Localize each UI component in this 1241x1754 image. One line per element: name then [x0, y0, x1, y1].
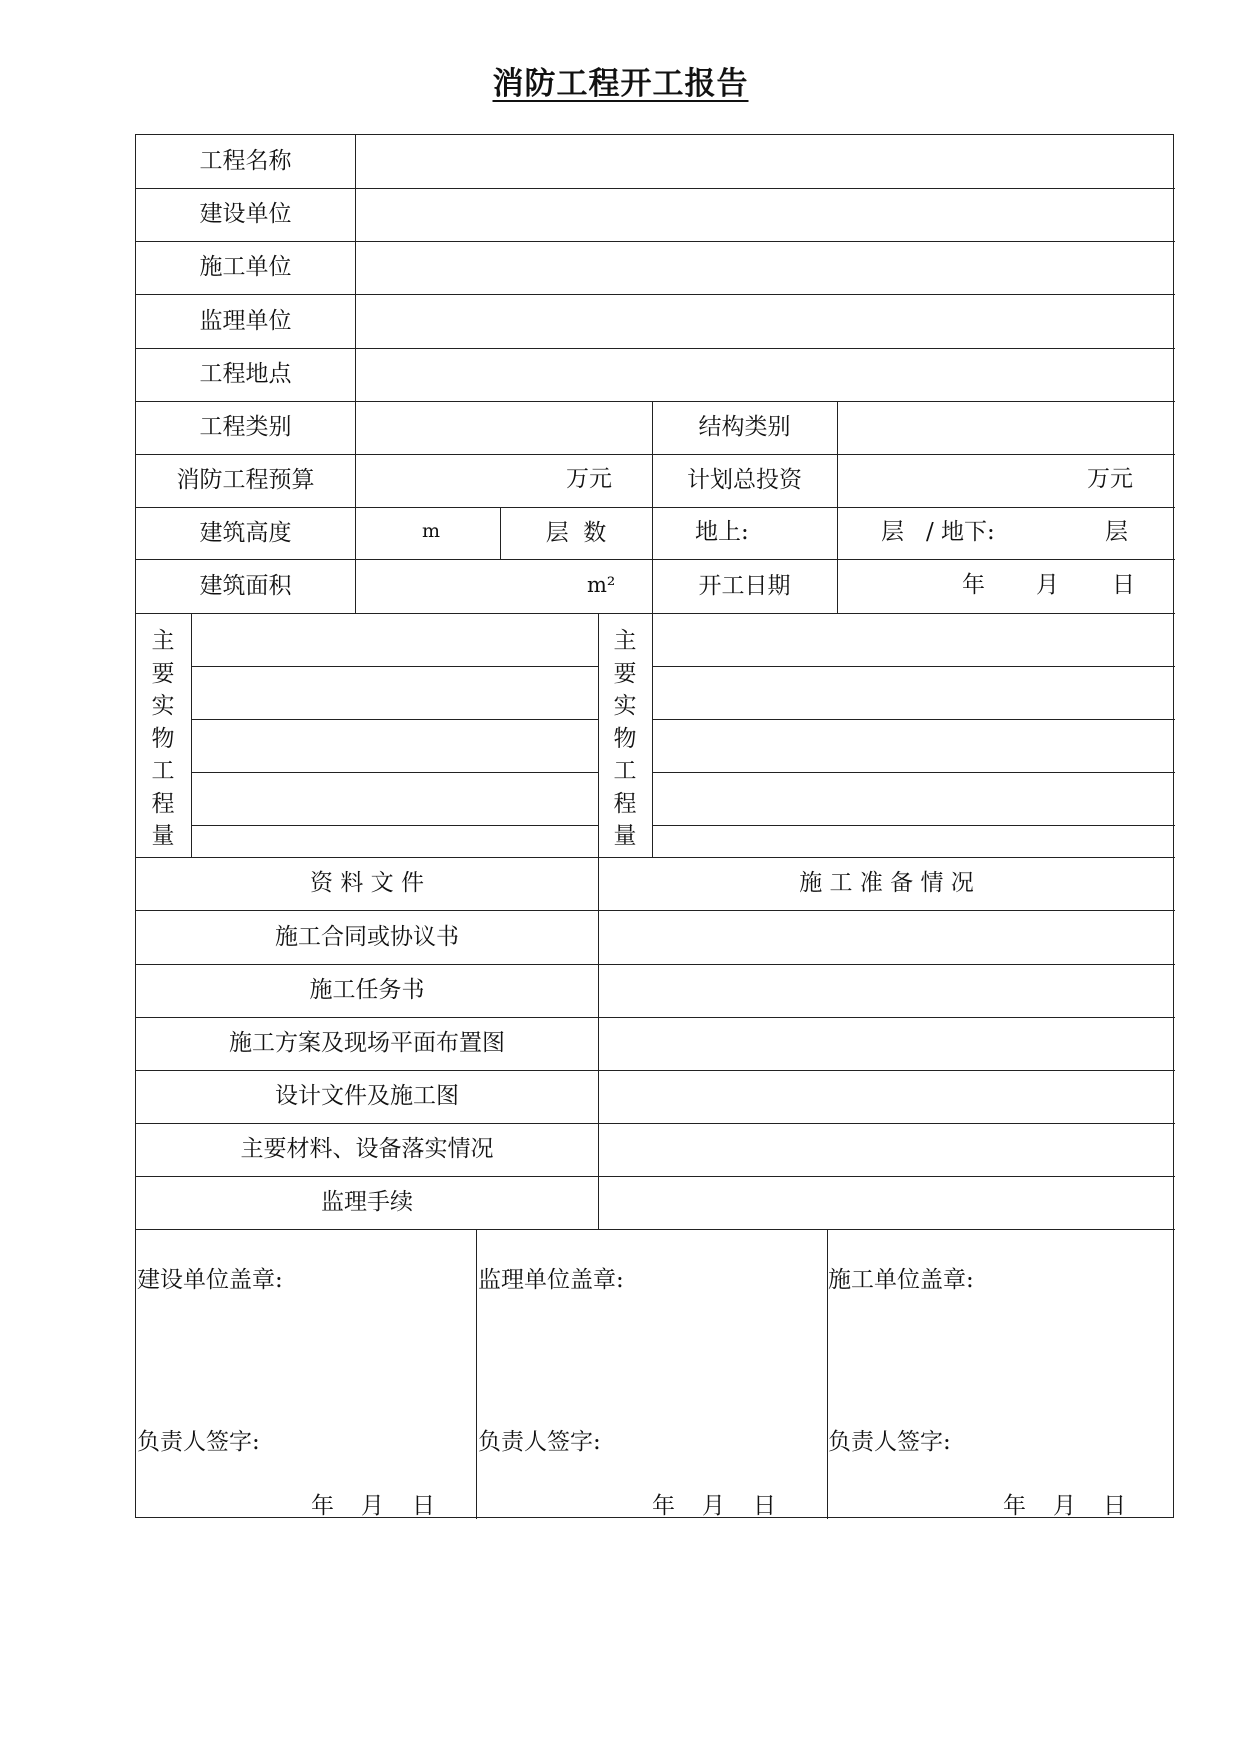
quantities-label-left: 主 要 实 物 工 程 量 — [151, 628, 175, 849]
docs-header: 资 料 文 件 — [310, 870, 424, 896]
start-month-label: 月 — [1036, 572, 1059, 598]
seal-label: 监理单位盖章: — [478, 1267, 624, 1293]
label-floors: 层 数 — [545, 519, 607, 546]
label-owner: 建设单位 — [199, 201, 292, 227]
sign-day-label: 日 — [412, 1493, 435, 1519]
sign-month-label: 月 — [1053, 1493, 1076, 1519]
input-supervisor[interactable] — [355, 294, 1175, 348]
input-project-type[interactable] — [355, 401, 652, 454]
input-structure-type[interactable] — [837, 401, 1175, 454]
signature-block-supervisor[interactable] — [476, 1229, 827, 1519]
sign-day-label: 日 — [1103, 1493, 1126, 1519]
label-project-type: 工程类别 — [199, 414, 292, 440]
signature-block-contractor[interactable] — [827, 1229, 1175, 1519]
doc-status-input[interactable] — [598, 1176, 1175, 1229]
label-structure-type: 结构类别 — [698, 414, 791, 440]
doc-status-input[interactable] — [598, 1123, 1175, 1176]
sign-year-label: 年 — [1003, 1493, 1026, 1519]
input-location[interactable] — [355, 348, 1175, 401]
label-supervisor: 监理单位 — [199, 307, 292, 334]
prep-header: 施 工 准 备 情 况 — [799, 870, 974, 896]
quantities-label-right: 主 要 实 物 工 程 量 — [613, 628, 637, 849]
start-day-label: 日 — [1112, 572, 1135, 598]
doc-status-input[interactable] — [598, 1070, 1175, 1123]
below-ground-label: / 地下: — [926, 519, 995, 545]
sign-year-label: 年 — [311, 1493, 334, 1519]
label-project-name: 工程名称 — [199, 148, 292, 174]
input-owner[interactable] — [355, 188, 1175, 241]
height-unit: m — [422, 520, 441, 542]
quantities-input-left[interactable] — [191, 613, 598, 857]
seal-label: 建设单位盖章: — [137, 1267, 283, 1293]
start-report-form — [135, 134, 1174, 1518]
doc-item: 施工任务书 — [309, 977, 425, 1003]
label-total-investment: 计划总投资 — [687, 467, 802, 493]
label-start-date: 开工日期 — [698, 572, 791, 599]
input-contractor[interactable] — [355, 241, 1175, 294]
doc-status-input[interactable] — [598, 964, 1175, 1017]
sign-year-label: 年 — [652, 1493, 675, 1519]
sign-month-label: 月 — [361, 1493, 384, 1519]
sign-month-label: 月 — [702, 1493, 725, 1519]
doc-item: 施工方案及现场平面布置图 — [229, 1030, 505, 1056]
label-building-height: 建筑高度 — [199, 519, 292, 546]
doc-status-input[interactable] — [598, 1017, 1175, 1070]
sign-label: 负责人签字: — [828, 1429, 951, 1455]
label-fire-budget: 消防工程预算 — [176, 467, 315, 493]
doc-status-input[interactable] — [598, 910, 1175, 964]
above-ground-label: 地上: — [695, 519, 749, 545]
doc-item: 施工合同或协议书 — [275, 923, 459, 950]
budget-unit: 万元 — [566, 466, 612, 492]
quantities-input-right[interactable] — [652, 613, 1175, 857]
investment-unit: 万元 — [1087, 466, 1133, 492]
area-unit: m² — [587, 573, 616, 597]
signature-block-owner[interactable] — [136, 1229, 476, 1519]
start-year-label: 年 — [962, 572, 985, 598]
input-project-name[interactable] — [355, 135, 1175, 188]
floor-unit-above: 层 — [881, 519, 904, 545]
page-title: 消防工程开工报告 — [492, 66, 749, 102]
doc-item: 主要材料、设备落实情况 — [240, 1136, 494, 1162]
sign-label: 负责人签字: — [137, 1429, 260, 1455]
doc-item: 设计文件及施工图 — [275, 1083, 459, 1109]
label-location: 工程地点 — [199, 361, 292, 387]
doc-item: 监理手续 — [321, 1189, 413, 1215]
sign-label: 负责人签字: — [478, 1429, 601, 1455]
label-building-area: 建筑面积 — [199, 572, 292, 599]
label-contractor: 施工单位 — [199, 254, 292, 280]
seal-label: 施工单位盖章: — [828, 1267, 974, 1293]
sign-day-label: 日 — [753, 1493, 776, 1519]
floor-unit-below: 层 — [1105, 519, 1128, 545]
